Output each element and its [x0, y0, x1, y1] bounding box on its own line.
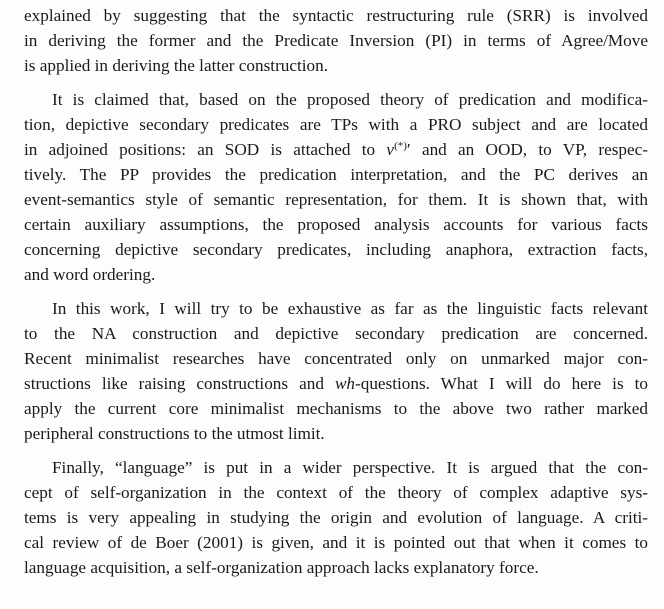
text-line: certain auxiliary assumptions, the proposed analysis accounts for various facts	[24, 215, 648, 234]
math-superscript: (*)	[394, 140, 407, 152]
text-line-with-italic	[24, 372, 648, 396]
italic-term: wh	[334, 374, 355, 393]
text-line: event-semantics style of semantic representation, for them. It is shown that, with	[24, 190, 648, 209]
text-line: cept of self-organization in the context of the theory of complex adaptive sys-	[24, 483, 648, 502]
text-line: tion, depictive secondary predicates are TPs with a PRO subject and are located	[24, 115, 648, 134]
text-line: cal review of de Boer (2001) is given, and it is pointed out that when it comes to	[24, 533, 648, 552]
text-line: apply the current core minimalist mechanisms to the above two rather marked	[24, 399, 648, 418]
text-line: tively. The PP provides the predication interpretation, and the PC derives an	[24, 165, 648, 184]
text-line: tems is very appealing in studying the origin and evolution of language. A criti-	[24, 508, 648, 527]
text-line: language acquisition, a self-organization approach lacks explanatory force.	[24, 558, 539, 577]
text-line: to the NA construction and depictive secondary predication are concerned.	[24, 324, 648, 343]
text-line: explained by suggesting that the syntactic restructuring rule (SRR) is involved	[24, 6, 648, 25]
text-line: concerning depictive secondary predicates, including anaphora, extraction facts,	[24, 240, 648, 259]
text-line: Finally, “language” is put in a wider perspective. It is argued that the con-	[52, 458, 648, 477]
text-segment: -questions. What I will do here is to	[355, 374, 649, 393]
text-line: is applied in deriving the latter construction.	[24, 56, 329, 75]
text-segment: in adjoined positions: an SOD is attached to	[24, 140, 387, 159]
text-line: peripheral constructions to the utmost limit.	[24, 424, 325, 443]
math-prime: ′	[406, 140, 411, 159]
text-segment: structions like raising constructions and	[24, 374, 335, 393]
text-line: In this work, I will try to be exhaustive as far as the linguistic facts relevant	[52, 299, 648, 318]
text-line: It is claimed that, based on the proposed theory of predication and modifica-	[52, 90, 648, 109]
math-symbol-v: v	[386, 140, 395, 159]
text-line: in deriving the former and the Predicate Inversion (PI) in terms of Agree/Move	[24, 31, 648, 50]
text-line: Recent minimalist researches have concentrated only on unmarked major con-	[24, 349, 648, 368]
text-line-with-math	[24, 138, 648, 162]
text-segment: and an OOD, to VP, respec-	[410, 140, 648, 159]
text-line: and word ordering.	[24, 265, 156, 284]
